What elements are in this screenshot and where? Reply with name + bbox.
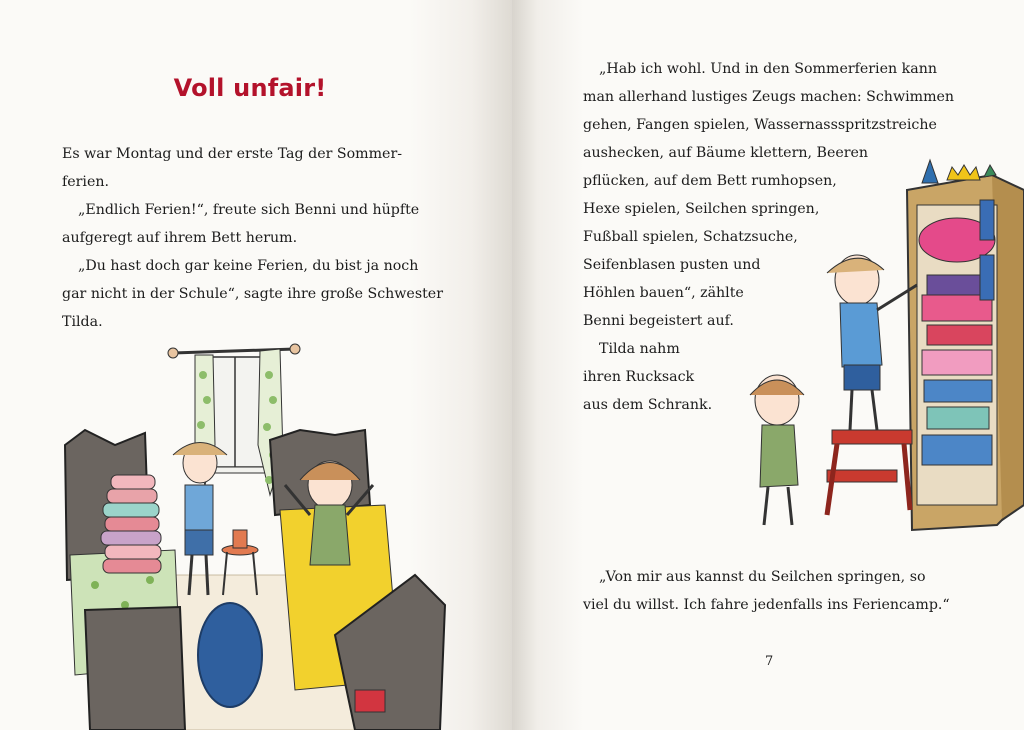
blue-rug: [198, 603, 262, 707]
chapter-title: Voll unfair!: [173, 74, 327, 102]
text-line: gar nicht in der Schule“, sagte ihre große Schwester: [62, 286, 443, 302]
text-line: Es war Montag und der erste Tag der Sommer-: [62, 146, 403, 162]
girl-tilda-reaching: [827, 255, 917, 430]
text-line: Höhlen bauen“, zählte: [583, 285, 744, 301]
girl-benni-watching: [750, 375, 804, 525]
right-bed: [270, 430, 445, 730]
text-line: Tilda.: [62, 314, 103, 330]
text-line: „Du hast doch gar keine Ferien, du bist ja noch: [78, 258, 419, 274]
text-line: Tilda nahm: [599, 341, 680, 357]
text-line: Fußball spielen, Schatzsuche,: [583, 229, 798, 245]
wardrobe-contents: [919, 200, 995, 465]
wardrobe-illustration: [732, 145, 1024, 540]
text-line: ihren Rucksack: [583, 369, 695, 385]
right-page: [512, 0, 1024, 730]
text-line: aus dem Schrank.: [583, 397, 713, 413]
text-line: viel du willst. Ich fahre jedenfalls ins Feriencamp.“: [583, 597, 950, 613]
text-line: ferien.: [62, 174, 110, 190]
text-line: gehen, Fangen spielen, Wassernassspritzstreiche: [583, 117, 937, 133]
page-number: 7: [765, 654, 774, 669]
stack-of-pillows: [101, 475, 161, 573]
text-line: Seifenblasen pusten und: [583, 257, 761, 273]
text-line: „Von mir aus kannst du Seilchen springen, so: [599, 569, 926, 585]
text-line: pflücken, auf dem Bett rumhopsen,: [583, 173, 837, 189]
text-line: „Hab ich wohl. Und in den Sommerferien kann: [599, 61, 937, 77]
bedroom-illustration: [55, 335, 455, 730]
text-line: aufgeregt auf ihrem Bett herum.: [62, 230, 298, 246]
red-step-stool: [827, 430, 912, 515]
text-line: man allerhand lustiges Zeugs machen: Schwimmen: [583, 89, 955, 105]
text-line: aushecken, auf Bäume klettern, Beeren: [583, 145, 869, 161]
text-line: Hexe spielen, Seilchen springen,: [583, 201, 820, 217]
text-line: „Endlich Ferien!“, freute sich Benni und hüpfte: [78, 202, 420, 218]
text-line: Benni begeistert auf.: [583, 313, 734, 329]
red-box: [355, 690, 385, 712]
